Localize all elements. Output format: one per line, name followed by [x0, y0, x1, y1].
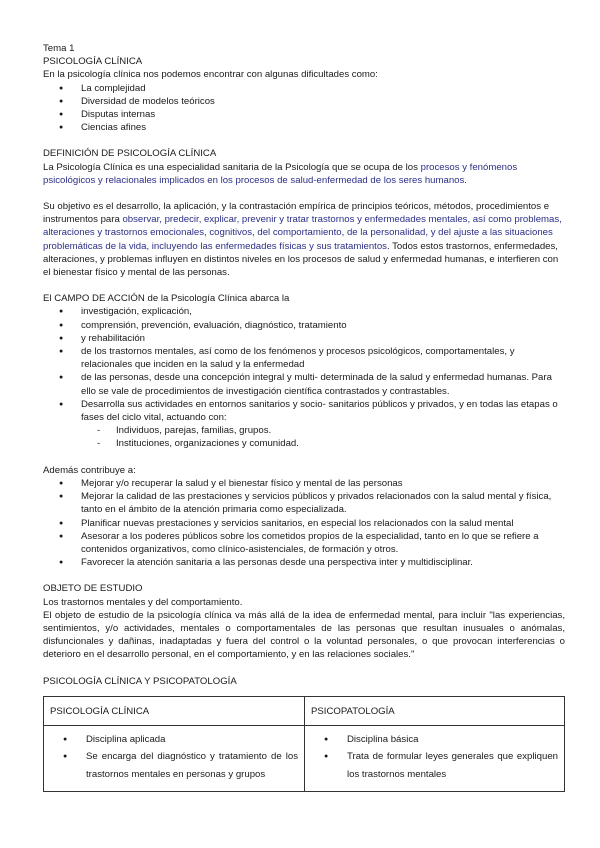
tema-label: Tema 1	[43, 43, 75, 54]
ademas-list	[43, 477, 565, 569]
list-item: ● y rehabilitación	[43, 332, 565, 345]
definicion-paragraph-2: Su objetivo es el desarrollo, la aplicación, y la contrastación empírica de principios teóricos, métodos, procedimientos e instrumentos para observar, predecir, explicar, prevenir y tratar trastornos y enfermedades mentales, así como problemas, alteraciones y trastornos emocionales, cognitivos, del comportamiento, de la personalidad, y del ajuste a las situaciones problemáticas de la vida, incluyendo las enfermedades físicas y sus tratamientos. Todos estos trastornos, enfermedades, alteraciones, y problemas influyen en distintos niveles en los procesos de salud y enfermedad humanas, e interfieren con el bienestar físico y mental de las personas.	[43, 201, 562, 279]
definicion-heading: DEFINICIÓN DE PSICOLOGÍA CLÍNICA	[43, 148, 217, 160]
document-page	[43, 42, 565, 792]
objeto-paragraph: El objeto de estudio de la psicología clínica va más allá de la idea de enfermedad mental, para incluir "las experiencias, sentimientos, y/o actividades, mentales o comportamentales de las personas que resultan inusuales o anómalas, disfuncionales y dañinas, inadaptadas y fuera del control o la voluntad personales, o que provocan interferencias o deterioro en el desarrollo personal, en el comportamiento, y en las relaciones sociales."	[43, 609, 565, 661]
list-item: ● Planificar nuevas prestaciones y servicios sanitarios, en especial los relacionados con la salud mental	[43, 517, 565, 530]
table-header-cell: PSICOLOGÍA CLÍNICA	[44, 696, 305, 725]
list-item: ● Mejorar y/o recuperar la salud y el bienestar físico y mental de las personas	[43, 477, 565, 490]
list-item: ● Se encarga del diagnóstico y tratamiento de los trastornos mentales en personas y grupos	[44, 748, 298, 783]
list-item: ● Trata de formular leyes generales que expliquen los trastornos mentales	[305, 748, 558, 783]
objeto-heading: OBJETO DE ESTUDIO	[43, 583, 143, 595]
list-item: ● Favorecer la atención sanitaria a las personas desde una perspectiva inter y multidisciplinar.	[43, 556, 565, 569]
table-row	[44, 696, 565, 725]
list-item: ● Mejorar la calidad de las prestaciones y servicios públicos y privados relacionados con la salud mental y física, tanto en el ámbito de la atención primaria como especializada.	[43, 490, 565, 516]
list-item: ● Disputas internas	[43, 108, 565, 121]
table-cell	[305, 725, 565, 792]
definicion-paragraph-1: La Psicología Clínica es una especialidad sanitaria de la Psicología que se ocupa de los procesos y fenómenos psicológicos y relacionales implicados en los procesos de salud-enfermedad de los seres humanos.	[43, 161, 518, 186]
list-item: ● Diversidad de modelos teóricos	[43, 95, 565, 108]
table-row	[44, 725, 565, 792]
objeto-subtitle: Los trastornos mentales y del comportamiento.	[43, 596, 243, 608]
main-title: PSICOLOGÍA CLÍNICA	[43, 56, 143, 68]
list-item: ● investigación, explicación,	[43, 305, 565, 318]
list-item: ● Asesorar a los poderes públicos sobre los cometidos propios de la especialidad, tanto en lo que se refiere a contenidos organizativos, como clínico-asistenciales, de formación y otros.	[43, 530, 565, 556]
list-item: - Instituciones, organizaciones y comunidad.	[43, 437, 565, 450]
comparison-heading: PSICOLOGÍA CLÍNICA Y PSICOPATOLOGÍA	[43, 675, 237, 687]
table-cell	[44, 725, 305, 792]
list-item: ● comprensión, prevención, evaluación, diagnóstico, tratamiento	[43, 319, 565, 332]
list-item: ● Ciencias afines	[43, 121, 565, 134]
list-item: ● La complejidad	[43, 82, 565, 95]
ademas-intro: Además contribuye a:	[43, 464, 136, 476]
campo-intro: El CAMPO DE ACCIÓN de la Psicología Clínica abarca la	[43, 293, 290, 305]
comparison-table	[43, 696, 565, 793]
table-header-cell: PSICOPATOLOGÍA	[305, 696, 565, 725]
list-item: ● Disciplina aplicada	[44, 731, 298, 749]
list-item: ● de los trastornos mentales, así como de los fenómenos y procesos psicológicos, comportamentales, y relacionales que inciden en la salud y la enfermedad	[43, 345, 565, 371]
campo-sublist	[43, 424, 565, 450]
campo-list	[43, 305, 565, 424]
list-item: ● Desarrolla sus actividades en entornos sanitarios y socio- sanitarios públicos y privados, y en todas las etapas o fases del ciclo vital, actuando con:	[43, 398, 565, 424]
intro-text: En la psicología clínica nos podemos encontrar con algunas dificultades como:	[43, 69, 378, 81]
list-item: ● de las personas, desde una concepción integral y multi- determinada de la salud y enfermedad humanas. Para ello se vale de procedimientos de investigación científica contrastados y contrastables.	[43, 371, 565, 397]
list-item: - Individuos, parejas, familias, grupos.	[43, 424, 565, 437]
list-item: ● Disciplina básica	[305, 731, 558, 749]
difficulties-list	[43, 82, 565, 135]
